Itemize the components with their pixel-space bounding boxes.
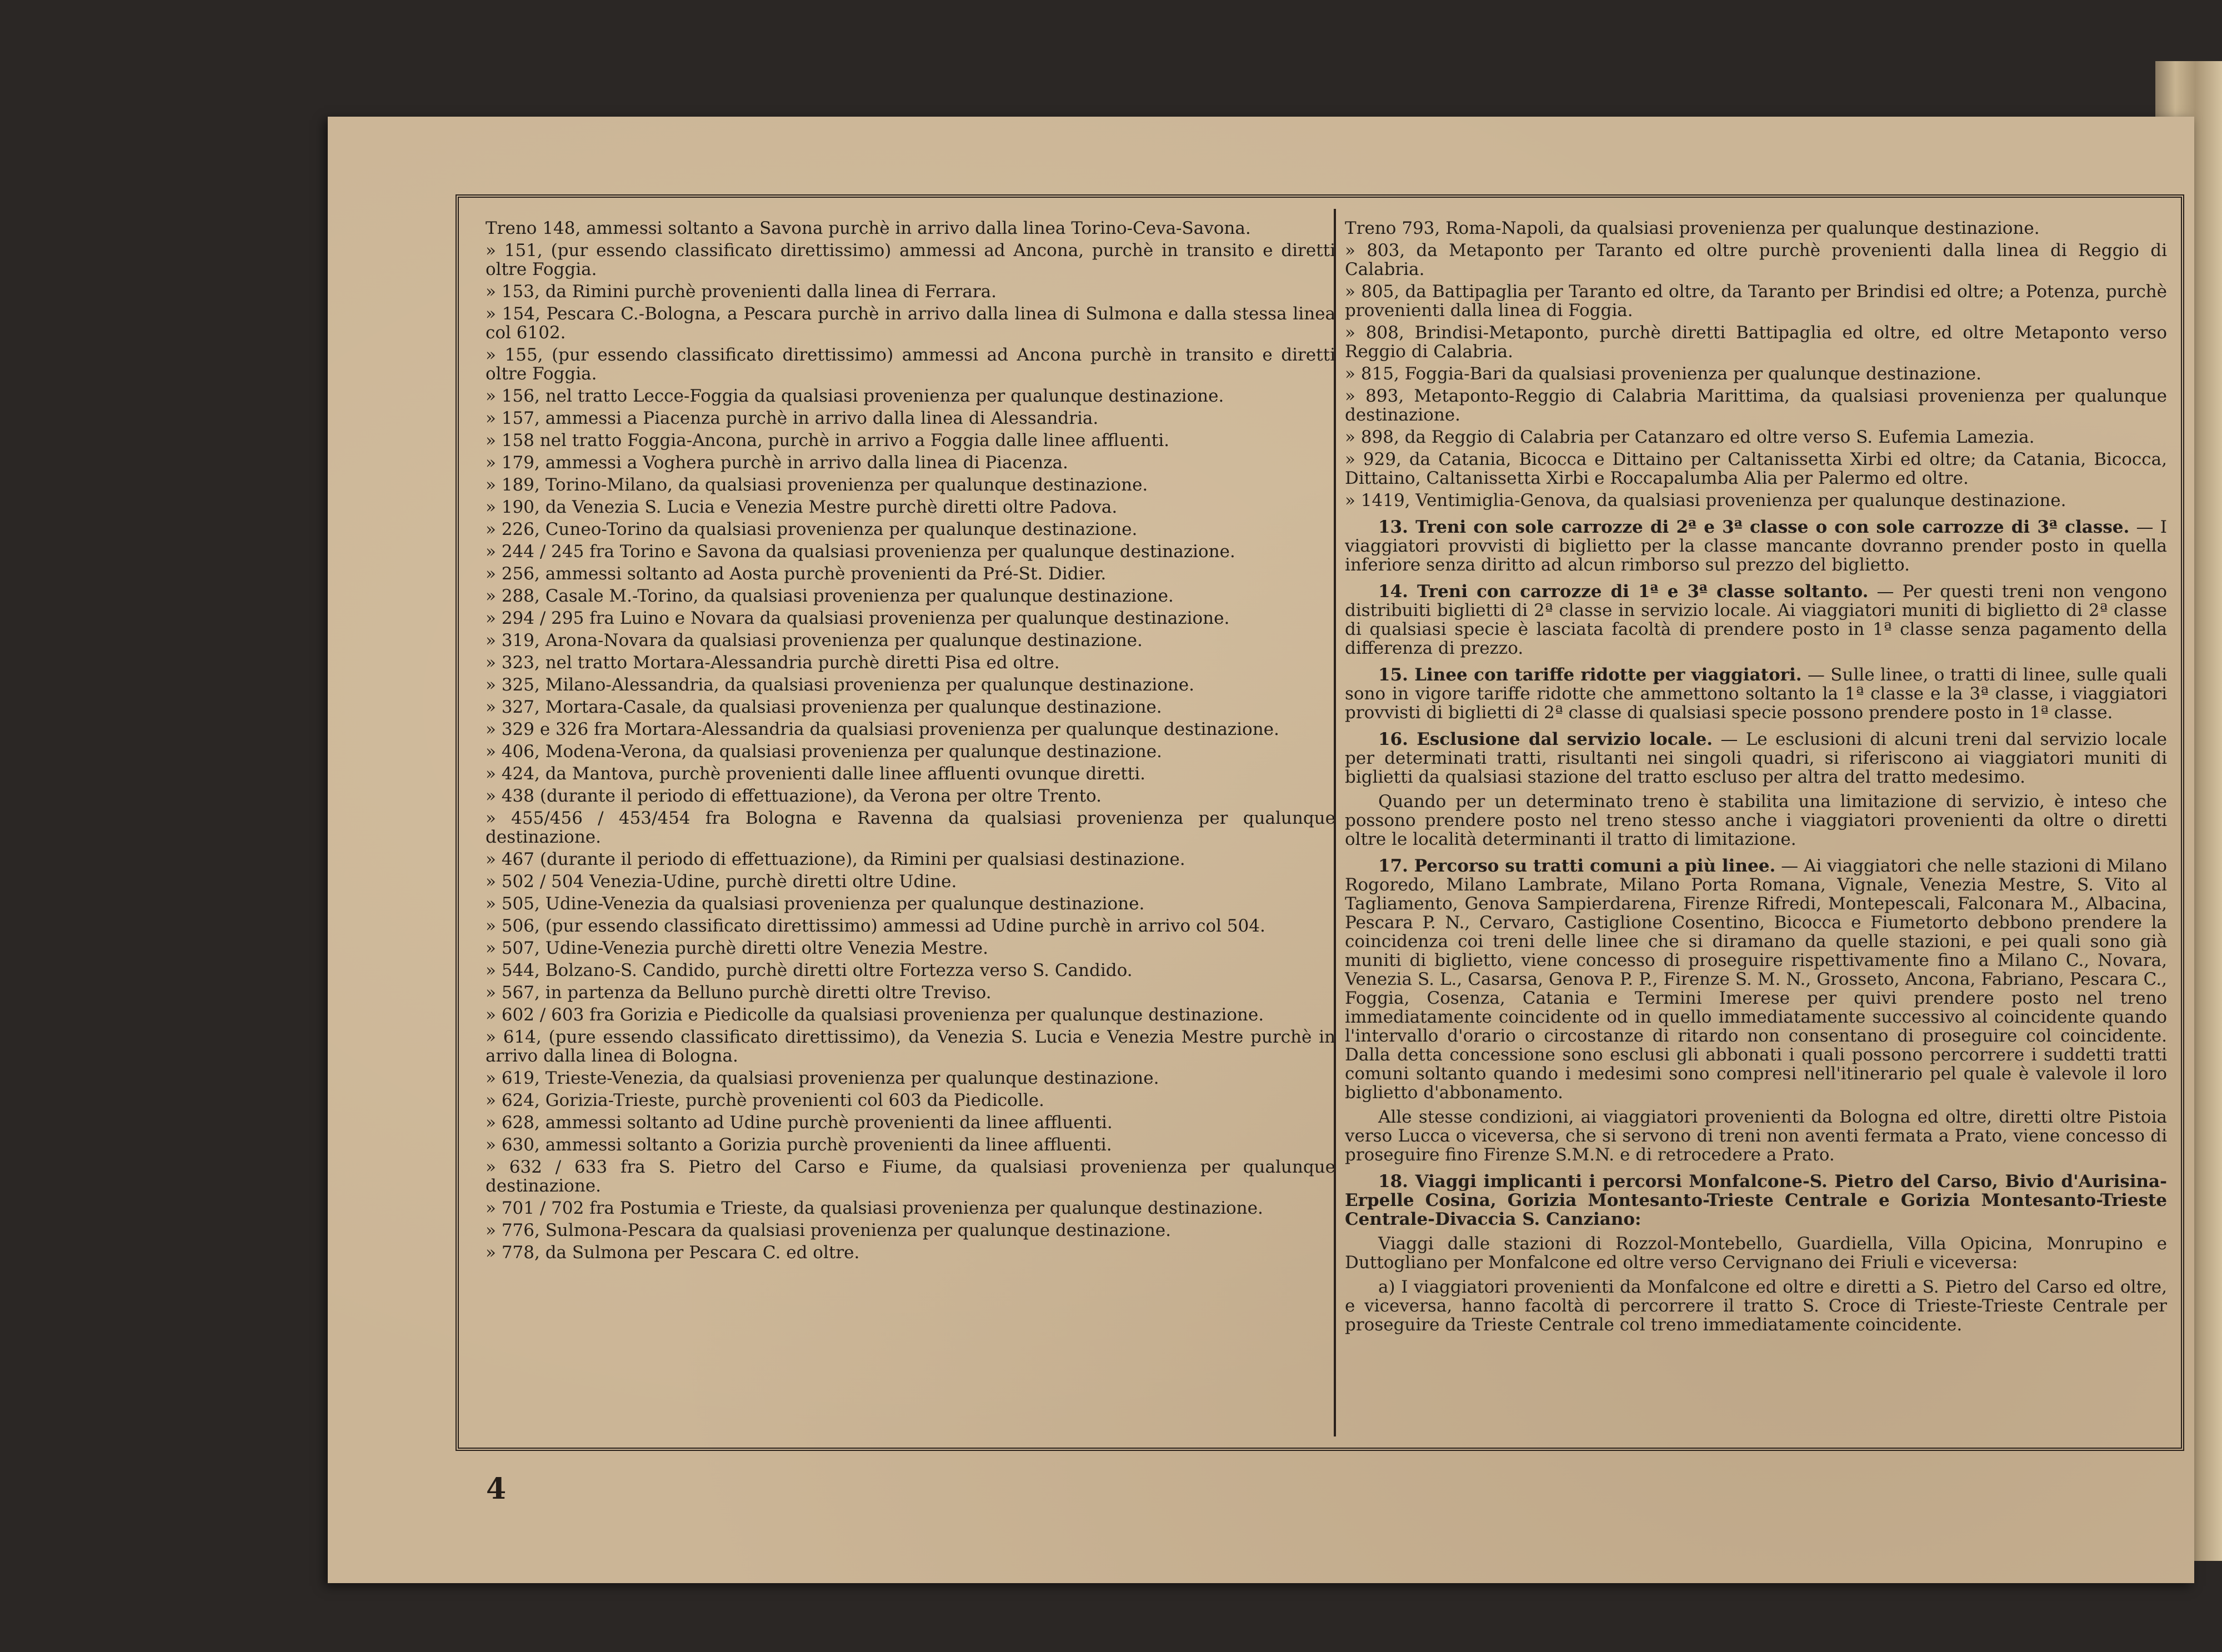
train-entry: Treno 793, Roma-Napoli, da qualsiasi provenienza per qualunque destinazione. [1345, 218, 2040, 238]
section-heading: 13. Treni con sole carrozze di 2ª e 3ª classe o con sole carrozze di 3ª classe. [1378, 517, 2130, 537]
train-entry: » 929, da Catania, Bicocca e Dittaino per Caltanissetta Xirbi ed oltre; da Catania, Bicocca, Dittaino, Caltanissetta Xirbi e Roccapalumba Alia per Palermo ed oltre. [1345, 449, 2167, 488]
train-entry: » 156, nel tratto Lecce-Foggia da qualsiasi provenienza per qualunque destinazione. [486, 386, 1224, 406]
train-entry: » 567, in partenza da Belluno purchè diretti oltre Treviso. [486, 983, 992, 1003]
section-continuation: a) I viaggiatori provenienti da Monfalcone ed oltre e diretti a S. Pietro del Carso ed oltre, e viceversa, hanno facoltà di percorrere il tratto S. Croce di Trieste-Trieste Centrale per proseguire da Trieste Centrale col treno immediatamente coincidente. [1345, 1277, 2167, 1335]
train-entry: » 893, Metaponto-Reggio di Calabria Marittima, da qualsiasi provenienza per qualunque destinazione. [1345, 386, 2167, 425]
train-entry: » 630, ammessi soltanto a Gorizia purchè provenienti da linee affluenti. [486, 1135, 1112, 1155]
train-entry: » 244 / 245 fra Torino e Savona da qualsiasi provenienza per qualunque destinazione. [486, 542, 1235, 562]
train-entry: » 505, Udine-Venezia da qualsiasi provenienza per qualunque destinazione. [486, 894, 1145, 914]
train-entry: » 154, Pescara C.-Bologna, a Pescara purchè in arrivo dalla linea di Sulmona e dalla stessa linea col 6102. [486, 304, 1335, 343]
train-entry: » 406, Modena-Verona, da qualsiasi provenienza per qualunque destinazione. [486, 742, 1162, 762]
train-entry: » 701 / 702 fra Postumia e Trieste, da qualsiasi provenienza per qualunque destinazione. [486, 1198, 1263, 1218]
train-entry: » 632 / 633 fra S. Pietro del Carso e Fiume, da qualsiasi provenienza per qualunque destinazione. [486, 1157, 1335, 1196]
train-entry: » 288, Casale M.-Torino, da qualsiasi provenienza per qualunque destinazione. [486, 586, 1174, 606]
document-page [328, 117, 2194, 1583]
train-entry: » 256, ammessi soltanto ad Aosta purchè provenienti da Pré-St. Didier. [486, 564, 1107, 584]
train-entry: » 805, da Battipaglia per Taranto ed oltre, da Taranto per Brindisi ed oltre; a Potenza, purchè provenienti dalla linea di Foggia. [1345, 282, 2167, 321]
section-body: — Sulle linee, o tratti di linee, sulle quali sono in vigore tariffe ridotte che ammettono soltanto la 1ª classe e la 3ª classe, i viaggiatori provvisti di biglietti di 2ª classe di qualsiasi specie possono prendere posto in 1ª classe. [1345, 665, 2167, 723]
section-continuation: Alle stesse condizioni, ai viaggiatori provenienti da Bologna ed oltre, diretti oltre Pistoia verso Lucca o viceversa, che si servono di treni non aventi fermata a Prato, viene concesso di proseguire fino Firenze S.M.N. e di retrocedere a Prato. [1345, 1107, 2167, 1165]
train-entry: » 294 / 295 fra Luino e Novara da qualsiasi provenienza per qualunque destinazione. [486, 608, 1230, 628]
section-heading: 18. Viaggi implicanti i percorsi Monfalcone-S. Pietro del Carso, Bivio d'Aurisina-Erpelle Cosina, Gorizia Montesanto-Trieste Centrale e Gorizia Montesanto-Trieste Centrale-Divaccia S. Canziano: [1345, 1172, 2167, 1229]
section-heading: 16. Esclusione dal servizio locale. [1378, 729, 1713, 749]
section-paragraph [1345, 857, 2167, 1102]
train-entry: » 778, da Sulmona per Pescara C. ed oltre. [486, 1243, 860, 1263]
text-frame [456, 194, 2184, 1451]
section-paragraph [1345, 730, 2167, 787]
section-continuation: Quando per un determinato treno è stabilita una limitazione di servizio, è inteso che possono prendere posto nel treno stesso anche i viaggiatori provenienti da oltre o diretti oltre le località determinanti il tratto di limitazione. [1345, 792, 2167, 849]
train-entry: » 155, (pur essendo classificato direttissimo) ammessi ad Ancona purchè in transito e diretti oltre Foggia. [486, 345, 1335, 384]
train-entry: » 319, Arona-Novara da qualsiasi provenienza per qualunque destinazione. [486, 630, 1143, 650]
section-heading: 14. Treni con carrozze di 1ª e 3ª classe soltanto. [1378, 582, 1869, 602]
train-entry: » 619, Trieste-Venezia, da qualsiasi provenienza per qualunque destinazione. [486, 1068, 1159, 1088]
train-entry: » 544, Bolzano-S. Candido, purchè diretti oltre Fortezza verso S. Candido. [486, 960, 1133, 980]
section-continuation: Viaggi dalle stazioni di Rozzol-Montebello, Guardiella, Villa Opicina, Monrupino e Duttogliano per Monfalcone ed oltre verso Cervignano dei Friuli e viceversa: [1345, 1234, 2167, 1273]
train-entry: » 808, Brindisi-Metaponto, purchè diretti Battipaglia ed oltre, ed oltre Metaponto verso Reggio di Calabria. [1345, 323, 2167, 362]
right-column [1345, 219, 2167, 1340]
train-entry: » 151, (pur essendo classificato direttissimo) ammessi ad Ancona, purchè in transito e diretti oltre Foggia. [486, 241, 1335, 279]
section-body: — Ai viaggiatori che nelle stazioni di Milano Rogoredo, Milano Lambrate, Milano Porta Romana, Vignale, Venezia Mestre, S. Vito al Tagliamento, Genova Sampierdarena, Firenze Rifredi, Montepescali, Falconara M., Albacina, Pescara P. N., Cervaro, Castiglione Cosentino, Bicocca e Fiumetorto debbono prendere la coincidenza coi treni delle linee che si diramano da quelle stazioni, e pei quali sono già muniti di biglietto, viene concesso di proseguire rispettivamente fino a Milano C., Novara, Venezia S. L., Casarsa, Genova P. P., Firenze S. M. N., Grosseto, Ancona, Fabriano, Pescara C., Foggia, Cosenza, Catania e Termini Imerese per quivi prendere posto nel treno immediatamente coincidente od in quello immediatamente successivo al coincidente quando l'intervallo d'orario o circostanze di ritardo non consentano di proseguire col coincidente. Dalla detta concessione sono esclusi gli abbonati i quali possono percorrere i suddetti tratti comuni soltanto quando i medesimi sono compresi nell'itinerario pel quale è valevole il loro biglietto d'abbonamento. [1345, 856, 2167, 1103]
section-heading: 15. Linee con tariffe ridotte per viaggiatori. [1378, 665, 1802, 685]
train-entry: » 776, Sulmona-Pescara da qualsiasi provenienza per qualunque destinazione. [486, 1220, 1171, 1240]
left-column [486, 219, 1335, 1265]
train-entry: » 327, Mortara-Casale, da qualsiasi provenienza per qualunque destinazione. [486, 697, 1162, 717]
train-entry: » 467 (durante il periodo di effettuazione), da Rimini per qualsiasi destinazione. [486, 849, 1185, 869]
train-entry: » 507, Udine-Venezia purchè diretti oltre Venezia Mestre. [486, 938, 988, 958]
train-entry: » 323, nel tratto Mortara-Alessandria purchè diretti Pisa ed oltre. [486, 653, 1060, 673]
train-entry: » 602 / 603 fra Gorizia e Piedicolle da qualsiasi provenienza per qualunque destinazione. [486, 1005, 1264, 1025]
train-entry: » 455/456 / 453/454 fra Bologna e Ravenna da qualsiasi provenienza per qualunque destinazione. [486, 808, 1335, 847]
train-entry: » 506, (pur essendo classificato direttissimo) ammessi ad Udine purchè in arrivo col 504. [486, 916, 1265, 936]
train-entry: Treno 148, ammessi soltanto a Savona purchè in arrivo dalla linea Torino-Ceva-Savona. [486, 218, 1251, 238]
train-entry: » 153, da Rimini purchè provenienti dalla linea di Ferrara. [486, 282, 997, 302]
section-heading: 17. Percorso su tratti comuni a più linee. [1378, 856, 1776, 876]
section-paragraph [1345, 1172, 2167, 1229]
train-entry: » 1419, Ventimiglia-Genova, da qualsiasi provenienza per qualunque destinazione. [1345, 490, 2066, 510]
section-body: — Per questi treni non vengono distribuiti biglietti di 2ª classe in servizio locale. Ai viaggiatori muniti di biglietto di 2ª classe di qualsiasi specie è lasciata facoltà di prendere posto in 1ª classe senza pagamento della differenza di prezzo. [1345, 582, 2167, 658]
train-entry: » 815, Foggia-Bari da qualsiasi provenienza per qualunque destinazione. [1345, 364, 1982, 384]
section-body: — I viaggiatori provvisti di biglietto per la classe mancante dovranno prender posto in quella inferiore senza diritto ad alcun rimborso sul prezzo del biglietto. [1345, 517, 2167, 575]
section-paragraph [1345, 665, 2167, 722]
page-number: 4 [486, 1472, 507, 1506]
train-entry: » 158 nel tratto Foggia-Ancona, purchè in arrivo a Foggia dalle linee affluenti. [486, 430, 1170, 450]
train-entry: » 898, da Reggio di Calabria per Catanzaro ed oltre verso S. Eufemia Lamezia. [1345, 427, 2035, 447]
train-entry: » 614, (pure essendo classificato direttissimo), da Venezia S. Lucia e Venezia Mestre purchè in arrivo dalla linea di Bologna. [486, 1027, 1335, 1066]
section-body: — Le esclusioni di alcuni treni dal servizio locale per determinati tratti, risultanti nei singoli quadri, si riferiscono ai viaggiatori muniti di biglietti da qualsiasi stazione del tratto escluso per altra del tratto medesimo. [1345, 729, 2167, 787]
train-entry: » 803, da Metaponto per Taranto ed oltre purchè provenienti dalla linea di Reggio di Calabria. [1345, 241, 2167, 279]
train-entry: » 438 (durante il periodo di effettuazione), da Verona per oltre Trento. [486, 786, 1102, 806]
train-entry: » 226, Cuneo-Torino da qualsiasi provenienza per qualunque destinazione. [486, 519, 1138, 539]
train-entry: » 329 e 326 fra Mortara-Alessandria da qualsiasi provenienza per qualunque destinazione. [486, 719, 1279, 739]
train-entry: » 157, ammessi a Piacenza purchè in arrivo dalla linea di Alessandria. [486, 408, 1099, 428]
train-entry: » 502 / 504 Venezia-Udine, purchè diretti oltre Udine. [486, 872, 957, 892]
train-entry: » 628, ammessi soltanto ad Udine purchè provenienti da linee affluenti. [486, 1113, 1113, 1133]
train-entry: » 190, da Venezia S. Lucia e Venezia Mestre purchè diretti oltre Padova. [486, 497, 1118, 517]
train-entry: » 624, Gorizia-Trieste, purchè provenienti col 603 da Piedicolle. [486, 1090, 1044, 1110]
train-entry: » 424, da Mantova, purchè provenienti dalle linee affluenti ovunque diretti. [486, 764, 1145, 784]
train-entry: » 179, ammessi a Voghera purchè in arrivo dalla linea di Piacenza. [486, 453, 1068, 473]
train-entry: » 325, Milano-Alessandria, da qualsiasi provenienza per qualunque destinazione. [486, 675, 1194, 695]
section-paragraph [1345, 582, 2167, 658]
section-paragraph [1345, 518, 2167, 574]
train-entry: » 189, Torino-Milano, da qualsiasi provenienza per qualunque destinazione. [486, 475, 1148, 495]
